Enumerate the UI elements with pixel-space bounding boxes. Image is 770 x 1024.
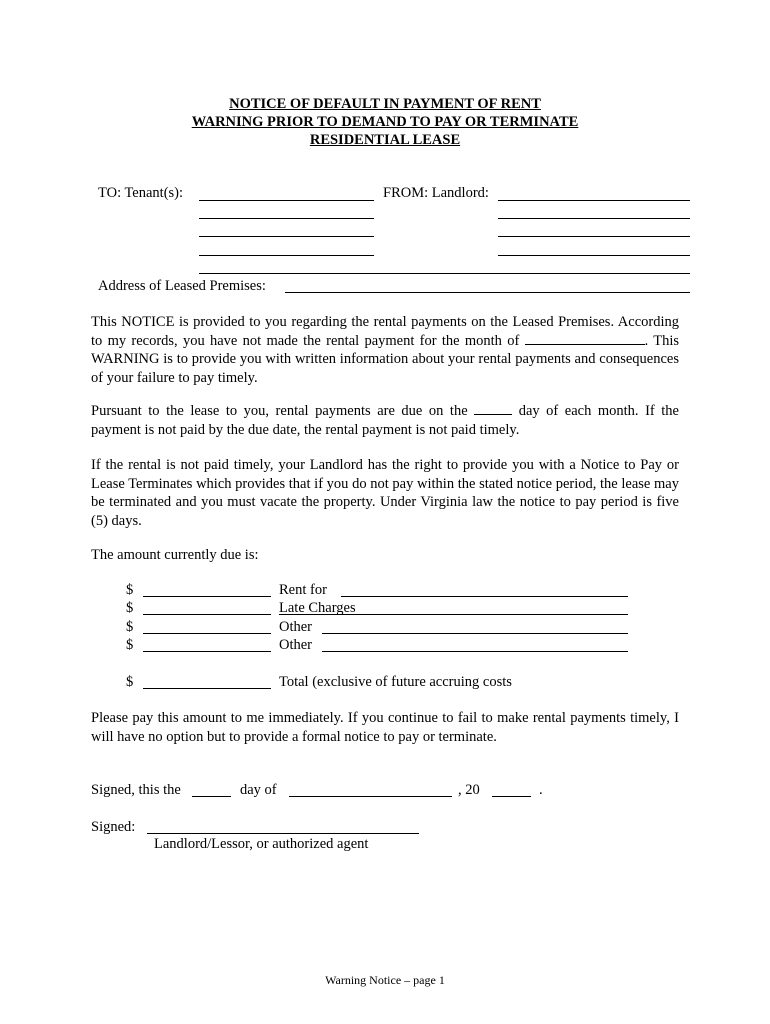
other-line-1[interactable] — [322, 633, 628, 634]
landlord-line-4[interactable] — [498, 255, 690, 256]
title-line-3: RESIDENTIAL LEASE — [309, 132, 461, 148]
other-line-2[interactable] — [322, 651, 628, 652]
title-line-1: NOTICE OF DEFAULT IN PAYMENT OF RENT — [229, 96, 541, 112]
other-label-2: Other — [279, 637, 313, 653]
other-label-1: Other — [279, 619, 313, 635]
amount-due-intro: The amount currently due is: — [91, 547, 259, 563]
due-day-blank[interactable] — [474, 402, 512, 415]
signed-month-line[interactable] — [289, 796, 452, 797]
tenant-line-3[interactable] — [199, 236, 374, 237]
signed-year-line[interactable] — [492, 796, 531, 797]
paragraph-1-text-b: . This WARNING is to provide you with written information about your rental payments and consequences of your failure to pay timely. — [91, 332, 680, 386]
signed-this-label: Signed, this the — [91, 782, 181, 798]
signature-line[interactable] — [147, 833, 419, 834]
dollar-sign: $ — [126, 674, 134, 690]
landlord-line-2[interactable] — [498, 218, 690, 219]
late-charges-label: Late Charges — [279, 600, 356, 616]
other-amount-line-2[interactable] — [143, 651, 271, 652]
dollar-sign: $ — [126, 637, 134, 653]
signed-day-line[interactable] — [192, 796, 231, 797]
paragraph-2-text-a: Pursuant to the lease to you, rental payments are due on the — [91, 403, 468, 419]
paragraph-2 — [91, 402, 679, 439]
rent-for-line[interactable] — [341, 596, 628, 597]
paragraph-2-text-b: day of each month. If the payment is not paid by the due date, the rental payment is not paid timely. — [91, 403, 679, 438]
landlord-line-1[interactable] — [498, 200, 690, 201]
month-blank[interactable] — [525, 332, 645, 345]
address-line-upper[interactable] — [199, 273, 690, 274]
paragraph-3: If the rental is not paid timely, your Landlord has the right to provide you with a Notice to Pay or Lease Terminates which provides that if you do not pay within the stated notice period, the lease may be terminated and you must vacate the property. Under Virginia law the notice to pay period is five (5) days. — [91, 457, 679, 529]
year-prefix-label: , 20 — [458, 782, 480, 798]
late-charges-amount-line[interactable] — [143, 614, 271, 615]
day-of-label: day of — [240, 782, 277, 798]
tenant-line-2[interactable] — [199, 218, 374, 219]
paragraph-5: Please pay this amount to me immediately. If you continue to fail to make rental payments timely, I will have no option but to provide a formal notice to pay or terminate. — [91, 710, 679, 745]
landlord-line-3[interactable] — [498, 236, 690, 237]
rent-amount-line[interactable] — [143, 596, 271, 597]
signed-label: Signed: — [91, 819, 136, 835]
paragraph-1-text-a: This NOTICE is provided to you regarding the rental payments on the Leased Premises. According to my records, you have not made the rental payment for the month of — [91, 314, 679, 349]
tenant-line-1[interactable] — [199, 200, 374, 201]
period: . — [539, 782, 543, 798]
dollar-sign: $ — [126, 582, 134, 598]
late-charges-line[interactable] — [279, 614, 628, 615]
total-amount-line[interactable] — [143, 688, 271, 689]
tenant-line-4[interactable] — [199, 255, 374, 256]
to-tenant-label: TO: Tenant(s): — [98, 185, 184, 201]
address-line[interactable] — [285, 292, 690, 293]
title-line-2: WARNING PRIOR TO DEMAND TO PAY OR TERMINATE — [191, 114, 579, 130]
agent-label: Landlord/Lessor, or authorized agent — [154, 836, 369, 852]
page-footer: Warning Notice – page 1 — [325, 973, 445, 987]
address-label: Address of Leased Premises: — [98, 278, 266, 294]
total-label: Total (exclusive of future accruing costs — [279, 674, 512, 690]
other-amount-line-1[interactable] — [143, 633, 271, 634]
from-landlord-label: FROM: Landlord: — [383, 185, 489, 201]
dollar-sign: $ — [126, 600, 134, 616]
dollar-sign: $ — [126, 619, 134, 635]
paragraph-1 — [91, 313, 679, 387]
rent-for-label: Rent for — [279, 582, 327, 598]
